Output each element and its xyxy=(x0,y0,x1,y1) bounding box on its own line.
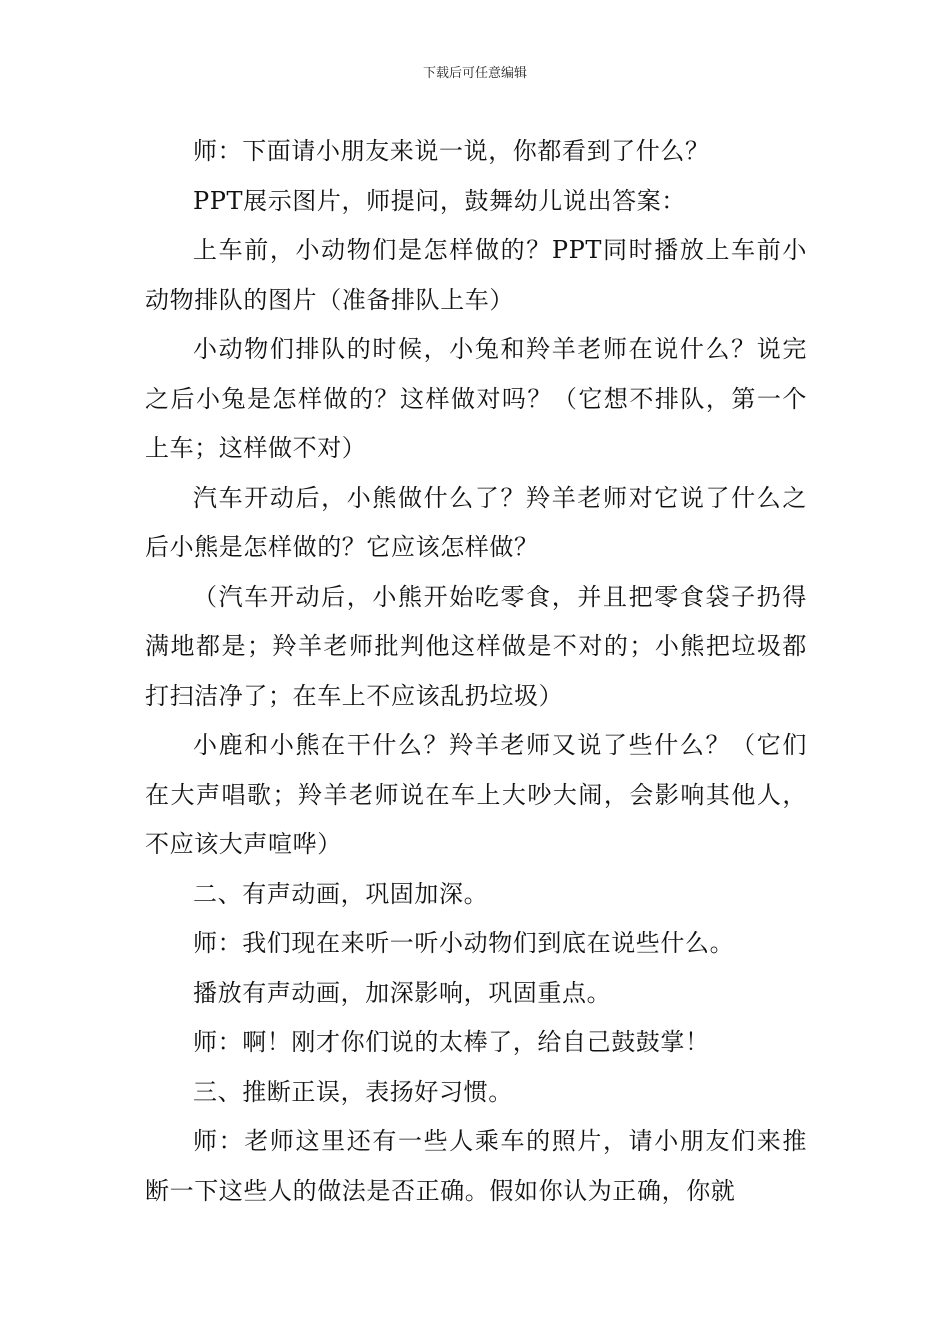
document-body xyxy=(145,127,807,1216)
section-heading-three: 三、推断正误，表扬好习惯。 xyxy=(193,1077,513,1106)
paragraph-rabbit-queue: 小动物们排队的时候，小兔和羚羊老师在说什么？说完之后小兔是怎样做的？这样做对吗？（它想不排队，第一个上车；这样做不对） xyxy=(145,335,807,462)
section-heading-two: 二、有声动画，巩固加深。 xyxy=(193,879,489,908)
paragraph-deer-bear-singing: 小鹿和小熊在干什么？羚羊老师又说了些什么？（它们在大声唱歌；羚羊老师说在车上大吵大闹，会影响其他人，不应该大声喧哗） xyxy=(145,731,807,858)
paragraph-applause: 师：啊！刚才你们说的太棒了，给自己鼓鼓掌！ xyxy=(193,1028,710,1056)
paragraph-bear-answer: （汽车开动后，小熊开始吃零食，并且把零食袋子扔得满地都是；羚羊老师批判他这样做是不对的；小熊把垃圾都打扫洁净了；在车上不应该乱扔垃圾） xyxy=(145,582,807,710)
paragraph-bear-question: 汽车开动后，小熊做什么了？羚羊老师对它说了什么之后小熊是怎样做的？它应该怎样做？ xyxy=(145,483,807,561)
paragraph-photos-judgement: 师：老师这里还有一些人乘车的照片，请小朋友们来推断一下这些人的做法是否正确。假如你认为正确，你就 xyxy=(145,1127,807,1205)
paragraph-ppt-display: PPT展示图片，师提问，鼓舞幼儿说出答案： xyxy=(193,186,686,215)
paragraph-teacher-question: 师：下面请小朋友来说一说，你都看到了什么？ xyxy=(193,137,710,165)
paragraph-before-boarding: 上车前，小动物们是怎样做的？PPT同时播放上车前小动物排队的图片（准备排队上车） xyxy=(145,236,807,314)
paragraph-listen: 师：我们现在来听一听小动物们到底在说些什么。 xyxy=(193,929,735,957)
paragraph-play-animation: 播放有声动画，加深影响，巩固重点。 xyxy=(193,978,612,1007)
page-header-note: 下载后可任意编辑 xyxy=(422,66,527,81)
